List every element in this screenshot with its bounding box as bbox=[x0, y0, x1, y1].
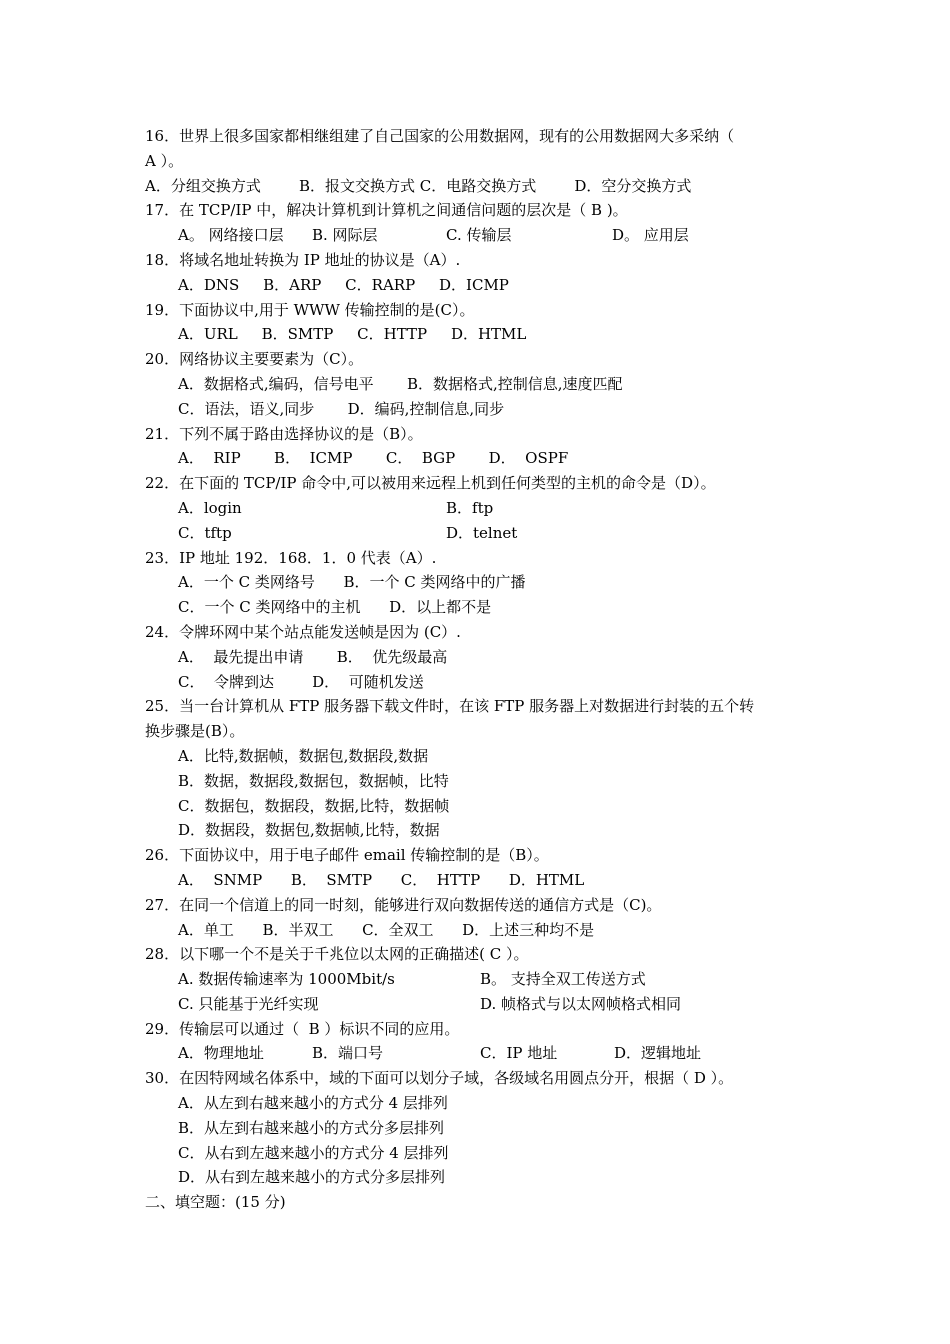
option-b: B．数据，数据段,数据包，数据帧，比特 bbox=[178, 771, 449, 790]
question-stem: 22．在下面的 TCP/IP 命令中,可以被用来远程上机到任何类型的主机的命令是（D）。 bbox=[145, 474, 716, 493]
option-d: D．telnet bbox=[446, 523, 518, 542]
question-30 bbox=[145, 1066, 815, 1190]
question-stem-continued: A ）。 bbox=[145, 151, 184, 170]
question-stem-continued: 换步骤是(B）。 bbox=[145, 722, 245, 741]
option-d: D。 应用层 bbox=[612, 226, 689, 245]
option-a: A．物理地址 bbox=[178, 1044, 264, 1063]
question-20 bbox=[145, 347, 815, 421]
question-list bbox=[145, 124, 815, 1215]
option-b: B．端口号 bbox=[312, 1044, 384, 1063]
option-a: A．从左到右越来越小的方式分 4 层排列 bbox=[178, 1094, 448, 1113]
option-c: C. 传输层 bbox=[446, 226, 512, 245]
question-stem: 19．下面协议中,用于 WWW 传输控制的是(C）。 bbox=[145, 300, 475, 319]
question-stem: 28．以下哪一个不是关于千兆位以太网的正确描述( C ）。 bbox=[145, 945, 529, 964]
options-row: A． SNMP B． SMTP C． HTTP D．HTML bbox=[178, 870, 585, 889]
question-28 bbox=[145, 942, 815, 1016]
question-stem: 23．IP 地址 192．168．1．0 代表（A）. bbox=[145, 548, 437, 567]
section-title: 二、填空题：(15 分) bbox=[145, 1193, 286, 1212]
question-29 bbox=[145, 1017, 815, 1067]
options-row: A．分组交换方式 B．报文交换方式 C．电路交换方式 D．空分交换方式 bbox=[145, 176, 692, 195]
options-row: A．URL B．SMTP C．HTTP D．HTML bbox=[178, 325, 527, 344]
question-stem: 20．网络协议主要要素为（C）。 bbox=[145, 350, 364, 369]
question-stem: 29．传输层可以通过（ B ）标识不同的应用。 bbox=[145, 1019, 460, 1038]
option-b: B。 支持全双工传送方式 bbox=[480, 970, 646, 989]
question-16 bbox=[145, 124, 815, 198]
options bbox=[145, 496, 815, 546]
question-stem: 21．下列不属于路由选择协议的是（B）。 bbox=[145, 424, 423, 443]
question-24 bbox=[145, 620, 815, 694]
options-row: A．一个 C 类网络号 B．一个 C 类网络中的广播 bbox=[178, 573, 526, 592]
option-c: C．IP 地址 bbox=[480, 1044, 558, 1063]
question-stem: 30．在因特网域名体系中，域的下面可以划分子域，各级域名用圆点分开，根据（ D ）。 bbox=[145, 1069, 734, 1088]
option-c: C．数据包，数据段，数据,比特，数据帧 bbox=[178, 796, 450, 815]
options-row: A． 最先提出申请 B． 优先级最高 bbox=[178, 647, 448, 666]
options-row: A．数据格式,编码，信号电平 B．数据格式,控制信息,速度匹配 bbox=[178, 374, 623, 393]
question-stem: 17．在 TCP/IP 中，解决计算机到计算机之间通信问题的层次是（ B )。 bbox=[145, 201, 628, 220]
option-c: C．从右到左越来越小的方式分 4 层排列 bbox=[178, 1143, 449, 1162]
options-row: C．语法，语义,同步 D．编码,控制信息,同步 bbox=[178, 399, 505, 418]
question-19 bbox=[145, 298, 815, 348]
question-17 bbox=[145, 198, 815, 248]
option-b: B．从左到右越来越小的方式分多层排列 bbox=[178, 1118, 445, 1137]
option-d: D. 帧格式与以太网帧格式相同 bbox=[480, 994, 682, 1013]
question-22 bbox=[145, 471, 815, 545]
question-27 bbox=[145, 893, 815, 943]
option-b: B. 网际层 bbox=[312, 226, 378, 245]
option-d: D．数据段，数据包,数据帧,比特，数据 bbox=[178, 821, 440, 840]
question-stem: 27．在同一个信道上的同一时刻，能够进行双向数据传送的通信方式是（C)。 bbox=[145, 895, 662, 914]
options-row: C． 令牌到达 D． 可随机发送 bbox=[178, 672, 424, 691]
question-26 bbox=[145, 843, 815, 893]
option-b: B．ftp bbox=[446, 498, 494, 517]
options bbox=[145, 1041, 815, 1066]
question-21 bbox=[145, 422, 815, 472]
option-a: A. 数据传输速率为 1000Mbit/s bbox=[178, 970, 395, 989]
question-25 bbox=[145, 694, 815, 843]
option-c: C. 只能基于光纤实现 bbox=[178, 994, 319, 1013]
question-18 bbox=[145, 248, 815, 298]
options-row: A．单工 B．半双工 C．全双工 D．上述三种均不是 bbox=[178, 920, 595, 939]
question-stem: 26．下面协议中，用于电子邮件 email 传输控制的是（B）。 bbox=[145, 846, 549, 865]
option-a: A．比特,数据帧，数据包,数据段,数据 bbox=[178, 746, 429, 765]
options-row: C．一个 C 类网络中的主机 D．以上都不是 bbox=[178, 598, 492, 617]
options bbox=[145, 967, 815, 1017]
option-c: C．tftp bbox=[178, 523, 232, 542]
question-stem: 25．当一台计算机从 FTP 服务器下载文件时，在该 FTP 服务器上对数据进行封装的五个转 bbox=[145, 697, 755, 716]
question-stem: 24．令牌环网中某个站点能发送帧是因为 (C）. bbox=[145, 622, 461, 641]
option-d: D．从右到左越来越小的方式分多层排列 bbox=[178, 1168, 446, 1187]
option-a: A。 网络接口层 bbox=[178, 226, 284, 245]
question-stem: 18．将域名地址转换为 IP 地址的协议是（A）. bbox=[145, 250, 461, 269]
question-23 bbox=[145, 546, 815, 620]
question-stem: 16．世界上很多国家都相继组建了自己国家的公用数据网，现有的公用数据网大多采纳（ bbox=[145, 127, 735, 145]
options bbox=[145, 223, 815, 248]
option-d: D．逻辑地址 bbox=[614, 1044, 702, 1063]
option-a: A．login bbox=[178, 498, 242, 517]
options-row: A．DNS B．ARP C．RARP D．ICMP bbox=[178, 275, 509, 294]
options-row: A． RIP B． ICMP C． BGP D． OSPF bbox=[178, 449, 569, 468]
